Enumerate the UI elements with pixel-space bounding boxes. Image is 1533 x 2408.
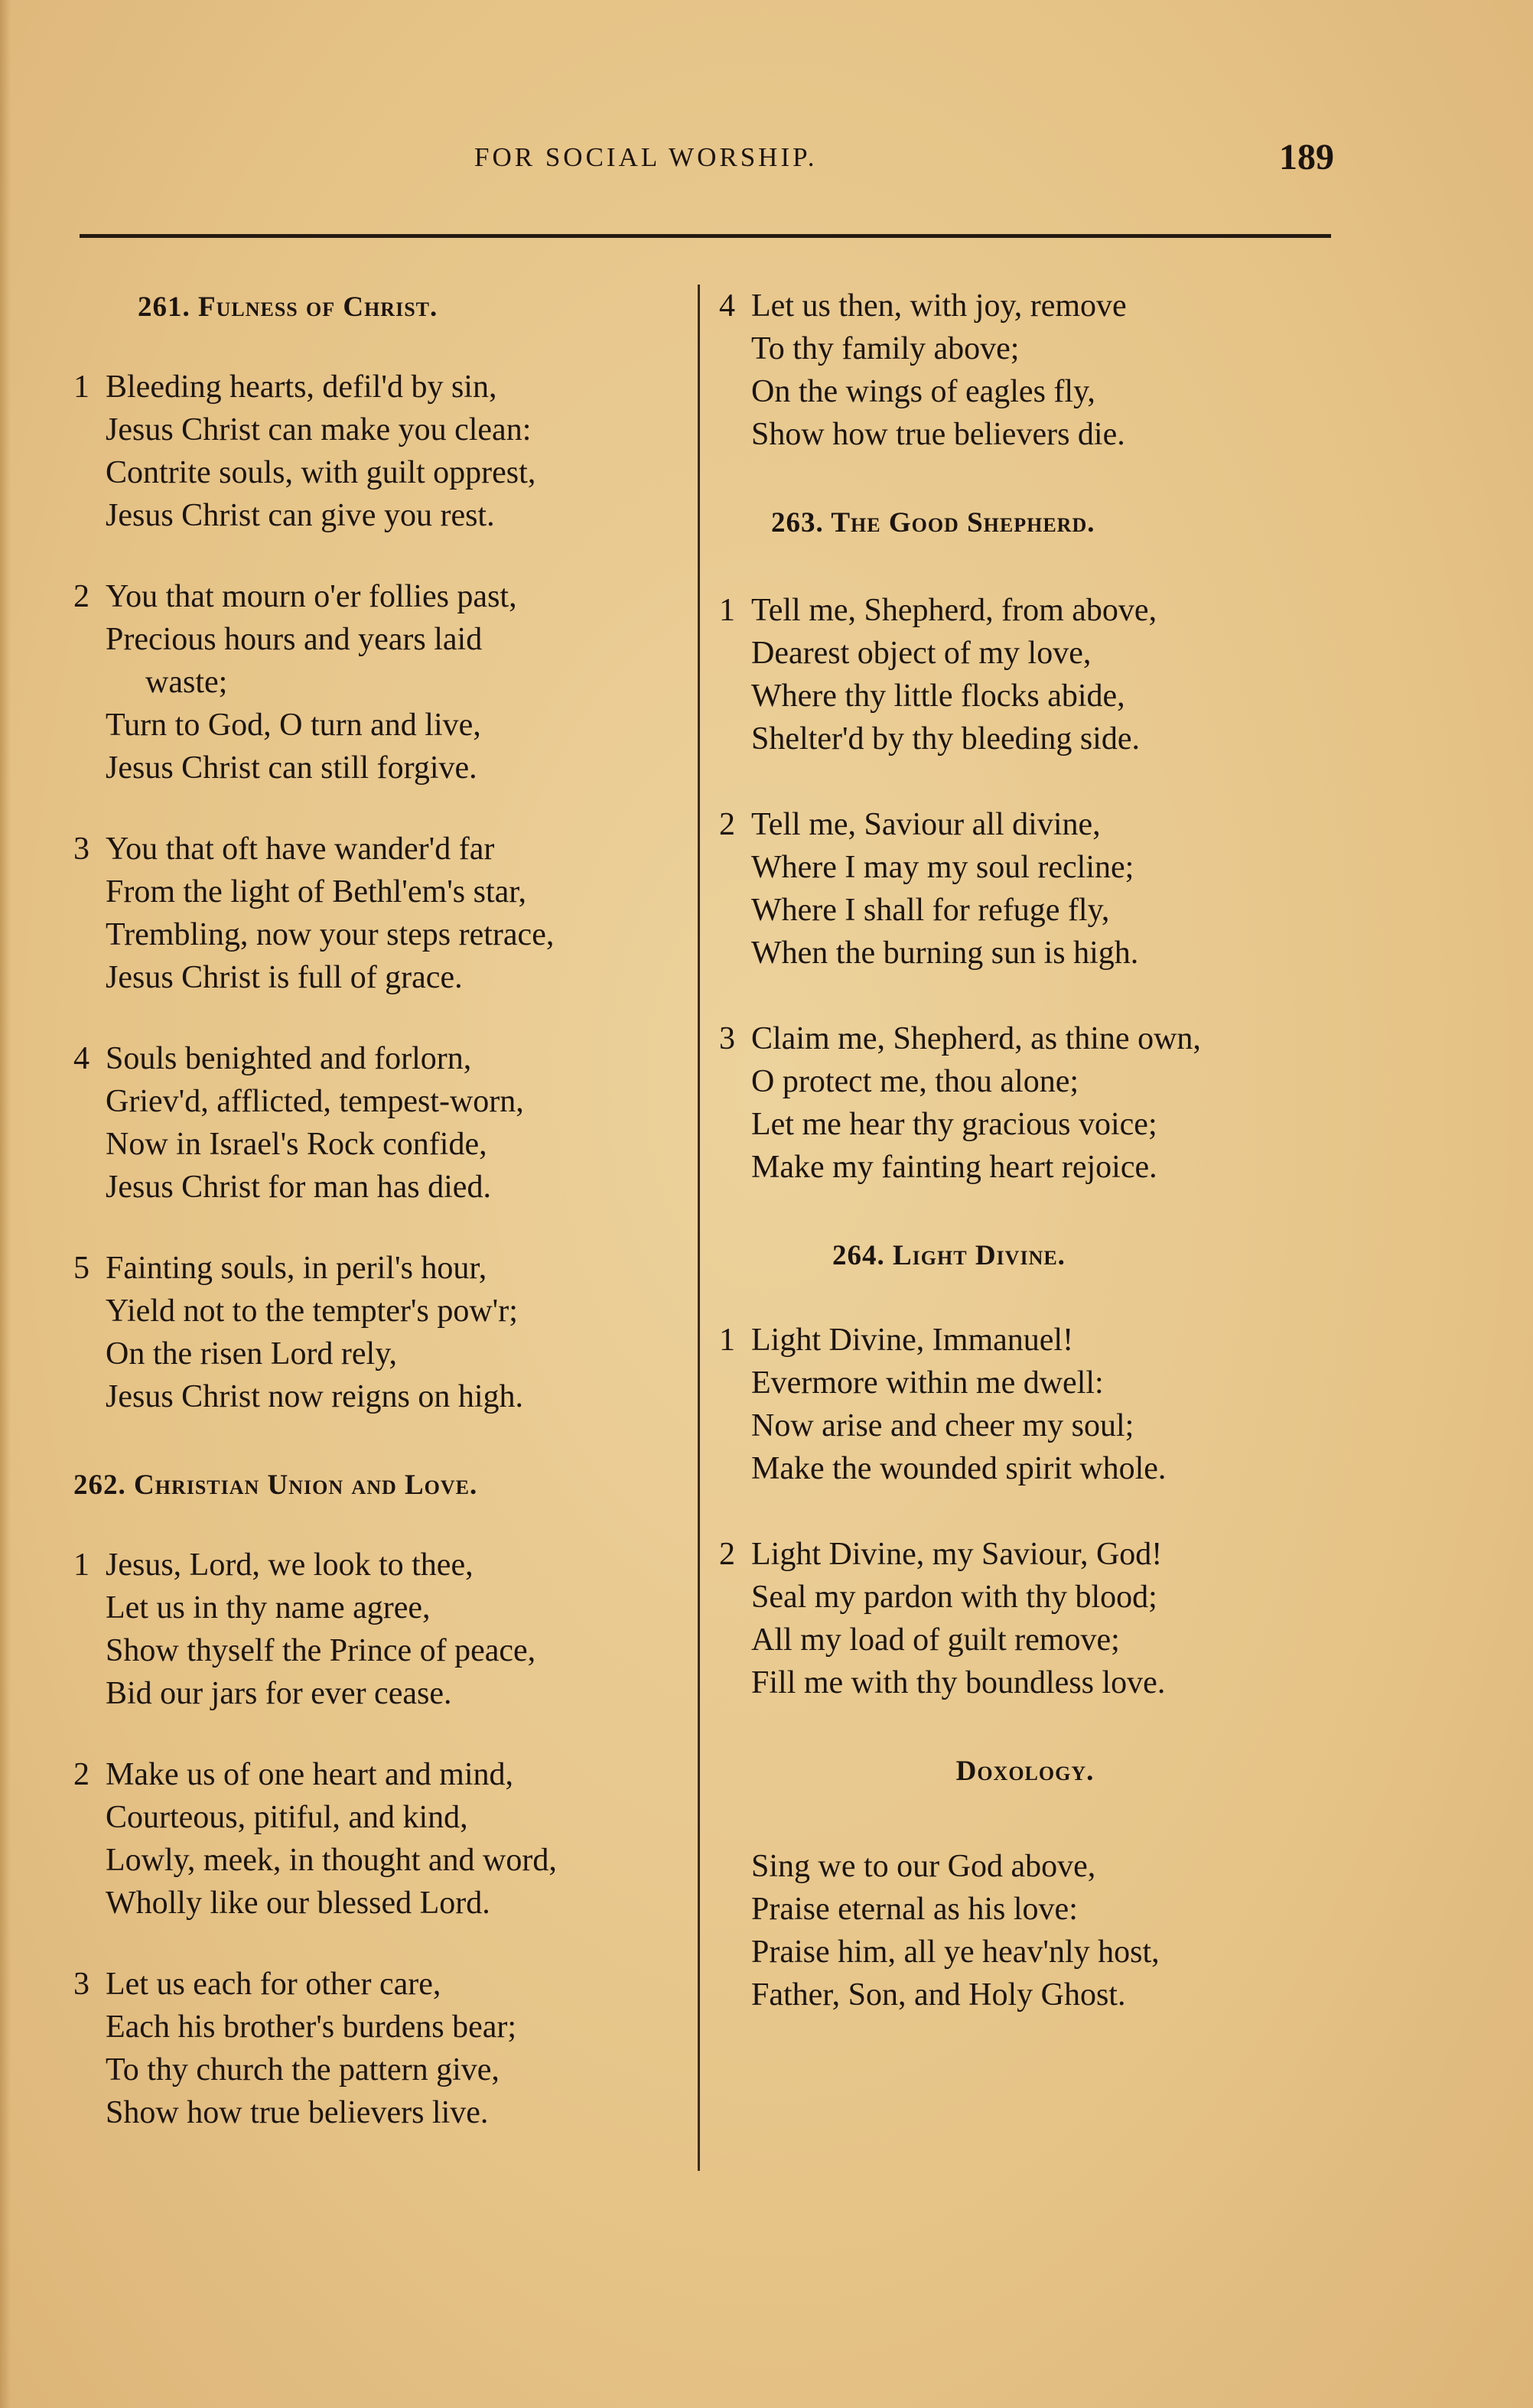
verse-line: Fainting souls, in peril's hour, [106,1251,487,1286]
stanza [719,1319,1331,1490]
header-rule [80,234,1331,238]
verse-line: Seal my pardon with thy blood; [751,1580,1157,1615]
verse-line: You that mourn o'er follies past, [106,579,517,614]
verse-line: Turn to God, O turn and live, [106,708,481,743]
stanza-number: 2 [719,1537,735,1572]
verse-line: Let us each for other care, [106,1967,441,2002]
stanza-number: 1 [719,1323,735,1358]
stanza-number: 1 [719,593,735,628]
hymn-262-continued [719,285,1331,456]
verse-line: Jesus Christ can make you clean: [106,412,532,447]
stanza [73,1544,692,1715]
stanza [73,1753,692,1925]
verse-line: Where thy little flocks abide, [751,678,1125,714]
verse-line: Show thyself the Prince of peace, [106,1633,536,1668]
stanza [719,589,1331,760]
verse-line: Jesus, Lord, we look to thee, [106,1547,474,1583]
verse-line: To thy family above; [751,331,1020,366]
verse-line: Jesus Christ can still forgive. [106,750,477,786]
hymn-262 [73,1463,692,2134]
stanza [73,1247,692,1418]
stanza-number: 1 [73,1547,90,1583]
hymn-263 [719,500,1331,1189]
verse-line: Let us then, with joy, remove [751,288,1127,324]
verse-line: Precious hours and years laid [106,622,483,657]
stanza-number: 2 [73,579,90,614]
stanza-number: 4 [73,1041,90,1076]
verse-line: Fill me with thy boundless love. [751,1665,1166,1700]
stanza [73,366,692,537]
verse-line: Evermore within me dwell: [751,1365,1104,1401]
column-divider [698,285,700,2171]
stanza-number: 2 [73,1757,90,1792]
verse-line: Jesus Christ now reigns on high. [106,1379,523,1414]
verse-line: Show how true believers live. [106,2095,489,2130]
verse-line: Griev'd, afflicted, tempest-worn, [106,1084,524,1119]
verse-line: Where I shall for refuge fly, [751,893,1110,928]
verse-line: Yield not to the tempter's pow'r; [106,1293,518,1329]
verse-line: Jesus Christ can give you rest. [106,498,495,533]
stanza [73,1037,692,1209]
verse-line: Let me hear thy gracious voice; [751,1107,1157,1142]
stanza [719,285,1331,456]
verse-line: Dearest object of my love, [751,636,1092,671]
verse-line: You that oft have wander'd far [106,831,495,867]
hymn-title: 262. Christian Union and Love. [73,1469,478,1501]
verse-line: Bleeding hearts, defil'd by sin, [106,369,497,405]
verse-line: Show how true believers die. [751,417,1125,452]
page-number: 189 [1279,137,1334,177]
verse-line: When the burning sun is high. [751,936,1139,971]
verse-line: Let us in thy name agree, [106,1590,431,1625]
verse-line: O protect me, thou alone; [751,1064,1079,1099]
verse-line: Souls benighted and forlorn, [106,1041,472,1076]
verse-line: On the risen Lord rely, [106,1336,397,1372]
verse-line: Sing we to our God above, [751,1849,1096,1884]
doxology [719,1749,1331,2016]
stanza-number: 1 [73,369,90,405]
verse-line: Claim me, Shepherd, as thine own, [751,1021,1201,1056]
stanza [73,1963,692,2134]
verse-line: Make the wounded spirit whole. [751,1451,1167,1486]
stanza-number: 2 [719,807,735,842]
verse-line: Tell me, Saviour all divine, [751,807,1101,842]
verse-line: Light Divine, Immanuel! [751,1323,1074,1358]
verse-line: From the light of Bethl'em's star, [106,874,527,910]
hymn-264 [719,1233,1331,1704]
doxology-title: Doxology. [955,1756,1095,1787]
verse-line: Trembling, now your steps retrace, [106,917,555,952]
verse-line: Jesus Christ is full of grace. [106,960,463,995]
stanza [73,828,692,999]
verse-line-continuation: waste; [145,665,228,700]
verse-line: Bid our jars for ever cease. [106,1676,452,1711]
left-column [73,285,692,2134]
stanza [719,1845,1331,2016]
stanza-number: 5 [73,1251,90,1286]
verse-line: Make us of one heart and mind, [106,1757,514,1792]
stanza-number: 3 [73,1967,90,2002]
verse-line: All my load of guilt remove; [751,1622,1120,1658]
verse-line: Contrite souls, with guilt opprest, [106,455,536,490]
verse-line: Tell me, Shepherd, from above, [751,593,1157,628]
stanza-number: 3 [719,1021,735,1056]
stanza [719,1017,1331,1189]
verse-line: Now arise and cheer my soul; [751,1408,1134,1443]
verse-line: To thy church the pattern give, [106,2052,500,2087]
hymn-title: 261. Fulness of Christ. [138,291,438,323]
stanza-number: 3 [73,831,90,867]
verse-line: Lowly, meek, in thought and word, [106,1843,557,1878]
right-column [719,285,1331,2016]
verse-line: Where I may my soul recline; [751,850,1134,885]
hymn-title: 264. Light Divine. [832,1240,1066,1271]
verse-line: Courteous, pitiful, and kind, [106,1800,468,1835]
verse-line: Father, Son, and Holy Ghost. [751,1977,1126,2013]
verse-line: Shelter'd by thy bleeding side. [751,721,1140,757]
stanza-number: 4 [719,288,735,324]
verse-line: Praise eternal as his love: [751,1892,1078,1927]
verse-line: Jesus Christ for man has died. [106,1170,491,1205]
verse-line: On the wings of eagles fly, [751,374,1095,409]
stanza [719,803,1331,975]
verse-line: Make my fainting heart rejoice. [751,1150,1157,1185]
stanza [719,1533,1331,1704]
stanza [73,575,692,789]
hymn-title: 263. The Good Shepherd. [771,507,1095,539]
page-edge [0,0,11,2408]
verse-line: Each his brother's burdens bear; [106,2009,517,2045]
verse-line: Now in Israel's Rock confide, [106,1127,487,1162]
verse-line: Wholly like our blessed Lord. [106,1886,490,1921]
hymn-261 [73,285,692,1418]
verse-line: Light Divine, my Saviour, God! [751,1537,1163,1572]
running-head: FOR SOCIAL WORSHIP. [474,142,818,172]
verse-line: Praise him, all ye heav'nly host, [751,1935,1160,1970]
